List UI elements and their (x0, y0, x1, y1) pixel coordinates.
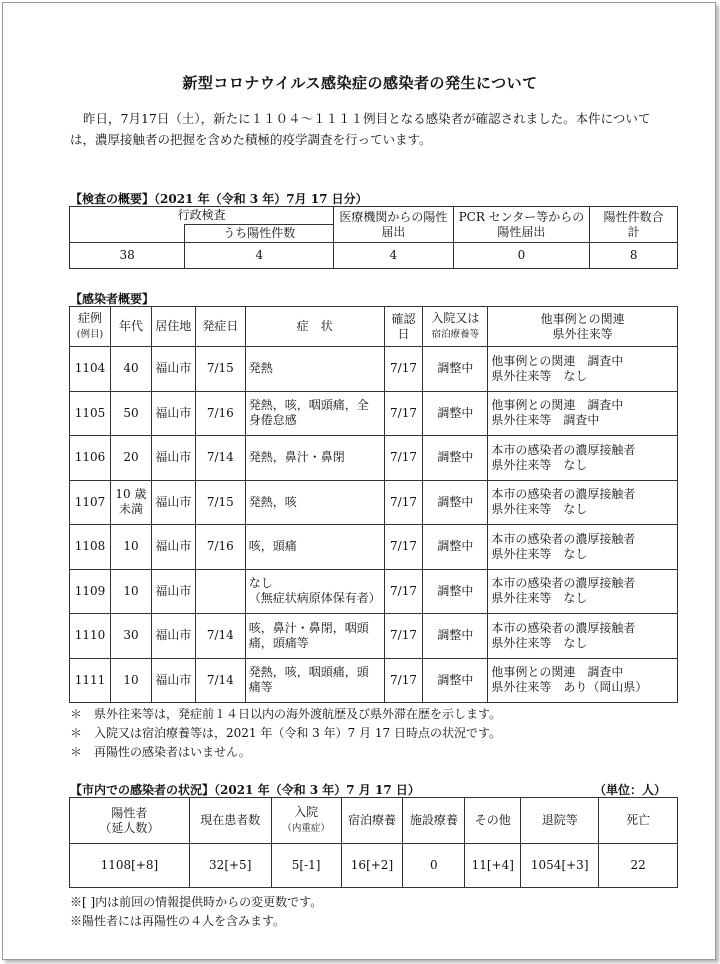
admin-value: 38 (70, 243, 185, 269)
note-3: ＊ 再陽性の感染者はいません。 (70, 745, 251, 759)
relation-sub-header: 県外往来等 (552, 326, 613, 341)
deaths-value: 22 (599, 844, 678, 888)
table-row (70, 658, 678, 703)
case-no-cell: 1107 (70, 480, 111, 525)
age-cell: 30 (110, 614, 151, 659)
table-row (70, 480, 678, 525)
page-title: 新型コロナウイルス感染症の感染者の発生について (182, 74, 538, 92)
confirmed-cell: 7/17 (384, 391, 423, 436)
note-2: ＊ 入院又は宿泊療養等は，2021 年（令和 3 年）7 月 17 日時点の状況です。 (70, 726, 502, 740)
onset-cell (195, 569, 245, 614)
table-row (70, 391, 678, 436)
symptoms-cell: 咳，頭痛 (245, 525, 384, 570)
status-heading: 【市内での感染者の状況】（2021 年（令和 3 年）7 月 17 日） (70, 783, 420, 797)
hospital-value: 5[-1] (271, 844, 341, 888)
onset-cell: 7/16 (195, 391, 245, 436)
confirmed-header: 確認日 (384, 307, 423, 347)
relation-cell (488, 347, 678, 392)
relation-cell (488, 658, 678, 703)
onset-cell: 7/16 (195, 525, 245, 570)
status-cell: 調整中 (423, 658, 488, 703)
relation-line: 本市の感染者の濃厚接触者 (491, 487, 636, 502)
case-no-cell: 1105 (70, 391, 111, 436)
age-cell: 40 (110, 347, 151, 392)
discharged-value: 1054[+3] (521, 844, 599, 888)
onset-cell: 7/14 (195, 658, 245, 703)
status-table (69, 797, 678, 888)
relation-line: 他事例との関連 調査中 (491, 353, 624, 368)
residence-cell: 福山市 (151, 569, 195, 614)
footnote-2: ※陽性者には再陽性の４人を含みます。 (70, 914, 286, 928)
discharged-header: 退院等 (521, 798, 599, 844)
admin-positive-value: 4 (185, 243, 334, 269)
admin-positive-header: うち陽性件数 (185, 225, 334, 243)
residence-cell: 福山市 (151, 391, 195, 436)
case-no-cell: 1106 (70, 436, 111, 481)
relation-line: 他事例との関連 調査中 (491, 398, 624, 413)
relation-cell (488, 480, 678, 525)
residence-cell: 福山市 (151, 480, 195, 525)
confirmed-cell: 7/17 (384, 525, 423, 570)
age-cell: 20 (110, 436, 151, 481)
case-no-cell: 1109 (70, 569, 111, 614)
symptoms-cell: 発熱 (245, 347, 384, 392)
relation-header: 他事例との関連 (540, 311, 625, 326)
current-header: 現在患者数 (189, 798, 271, 844)
confirmed-cell: 7/17 (384, 480, 423, 525)
table-row (70, 436, 678, 481)
medical-header: 医療機関からの陽性届出 (334, 207, 453, 243)
case-no-cell: 1110 (70, 614, 111, 659)
cases-table (69, 306, 678, 703)
age-cell: 10 (110, 658, 151, 703)
medical-value: 4 (334, 243, 453, 269)
inspection-table (69, 206, 678, 269)
status-cell: 調整中 (423, 436, 488, 481)
intro-paragraph: 昨日，7月17日（土），新たに１１０４～１１１１例目となる感染者が確認されました。本件については，濃厚接触者の把握を含めた積極的疫学調査を行っています。 (70, 111, 651, 147)
symptoms-cell: 咳，鼻汁・鼻閉，咽頭痛，頭痛等 (245, 614, 384, 659)
symptoms-cell: なし （無症状病原体保有者） (245, 569, 384, 614)
table-row (70, 525, 678, 570)
unit-label: （単位：人） (594, 783, 667, 797)
pcr-value: 0 (453, 243, 590, 269)
symptoms-cell: 発熱，鼻汁・鼻閉 (245, 436, 384, 481)
total-header: 陽性件数合 計 (590, 207, 678, 243)
travel-line: 県外往来等 なし (491, 457, 588, 472)
facility-header: 施設療養 (403, 798, 465, 844)
relation-line: 本市の感染者の濃厚接触者 (491, 576, 636, 591)
symptoms-cell: 発熱，咳，咽頭痛，頭痛等 (245, 658, 384, 703)
symptoms-cell: 発熱，咳 (245, 480, 384, 525)
relation-cell (488, 614, 678, 659)
positive-sub-header: （延人数） (99, 820, 160, 835)
travel-line: 県外往来等 調査中 (491, 413, 600, 428)
case-no-cell: 1111 (70, 658, 111, 703)
age-cell: 10 歳未満 (110, 480, 151, 525)
inspection-heading: 【検査の概要】（2021 年（令和 3 年）7月 17 日分） (70, 192, 368, 206)
residence-cell: 福山市 (151, 525, 195, 570)
onset-header: 発症日 (195, 307, 245, 347)
confirmed-cell: 7/17 (384, 347, 423, 392)
relation-line: 本市の感染者の濃厚接触者 (491, 620, 636, 635)
table-row (70, 614, 678, 659)
travel-line: 県外往来等 あり（岡山県） (491, 680, 648, 695)
lodging-value: 16[+2] (341, 844, 403, 888)
relation-cell (488, 569, 678, 614)
other-header: その他 (465, 798, 521, 844)
positive-header: 陽性者 (111, 805, 148, 820)
status-hospital-header: 入院 (294, 805, 319, 819)
confirmed-cell: 7/17 (384, 436, 423, 481)
travel-line: 県外往来等 なし (491, 368, 588, 383)
confirmed-cell: 7/17 (384, 658, 423, 703)
status-hospital-sub-header: （内重症） (282, 823, 330, 834)
relation-cell (488, 525, 678, 570)
status-cell: 調整中 (423, 480, 488, 525)
admin-header: 行政検査 (70, 207, 334, 225)
facility-value: 0 (403, 844, 465, 888)
relation-line: 他事例との関連 調査中 (491, 665, 624, 680)
onset-cell: 7/14 (195, 614, 245, 659)
age-cell: 10 (110, 525, 151, 570)
current-value: 32[+5] (189, 844, 271, 888)
relation-line: 本市の感染者の濃厚接触者 (491, 531, 636, 546)
status-cell: 調整中 (423, 347, 488, 392)
status-cell: 調整中 (423, 391, 488, 436)
symptoms-header: 症 状 (245, 307, 384, 347)
residence-cell: 福山市 (151, 614, 195, 659)
residence-cell: 福山市 (151, 658, 195, 703)
pcr-header: PCR センター等からの陽性届出 (453, 207, 590, 243)
hospital-header: 入院又は (431, 311, 480, 325)
status-cell: 調整中 (423, 525, 488, 570)
residence-cell: 福山市 (151, 347, 195, 392)
case-no-cell: 1104 (70, 347, 111, 392)
age-cell: 10 (110, 569, 151, 614)
relation-cell (488, 436, 678, 481)
total-value: 8 (590, 243, 678, 269)
onset-cell: 7/15 (195, 480, 245, 525)
travel-line: 県外往来等 なし (491, 502, 588, 517)
relation-cell (488, 391, 678, 436)
relation-line: 本市の感染者の濃厚接触者 (491, 442, 636, 457)
lodging-header: 宿泊療養 (341, 798, 403, 844)
residence-header: 居住地 (151, 307, 195, 347)
other-value: 11[+4] (465, 844, 521, 888)
case-no-sub-header: (例目) (76, 329, 104, 340)
travel-line: 県外往来等 なし (491, 591, 588, 606)
footnote-1: ※[ ]内は前回の情報提供時からの変更数です。 (70, 895, 323, 909)
status-cell: 調整中 (423, 569, 488, 614)
confirmed-cell: 7/17 (384, 614, 423, 659)
case-no-header: 症例 (77, 311, 102, 325)
hospital-sub-header: 宿泊療養等 (431, 329, 480, 340)
onset-cell: 7/14 (195, 436, 245, 481)
case-no-cell: 1108 (70, 525, 111, 570)
symptoms-cell: 発熱，咳，咽頭痛，全身倦怠感 (245, 391, 384, 436)
residence-cell: 福山市 (151, 436, 195, 481)
cases-heading: 【感染者概要】 (70, 292, 155, 306)
table-row (70, 347, 678, 392)
deaths-header: 死亡 (599, 798, 678, 844)
note-1: ＊ 県外往来等は，発症前１４日以内の海外渡航歴及び県外滞在歴を示します。 (70, 707, 502, 721)
status-cell: 調整中 (423, 614, 488, 659)
travel-line: 県外往来等 なし (491, 635, 588, 650)
table-row (70, 569, 678, 614)
travel-line: 県外往来等 なし (491, 546, 588, 561)
onset-cell: 7/15 (195, 347, 245, 392)
confirmed-cell: 7/17 (384, 569, 423, 614)
age-cell: 50 (110, 391, 151, 436)
positive-value: 1108[+8] (70, 844, 190, 888)
age-header: 年代 (110, 307, 151, 347)
